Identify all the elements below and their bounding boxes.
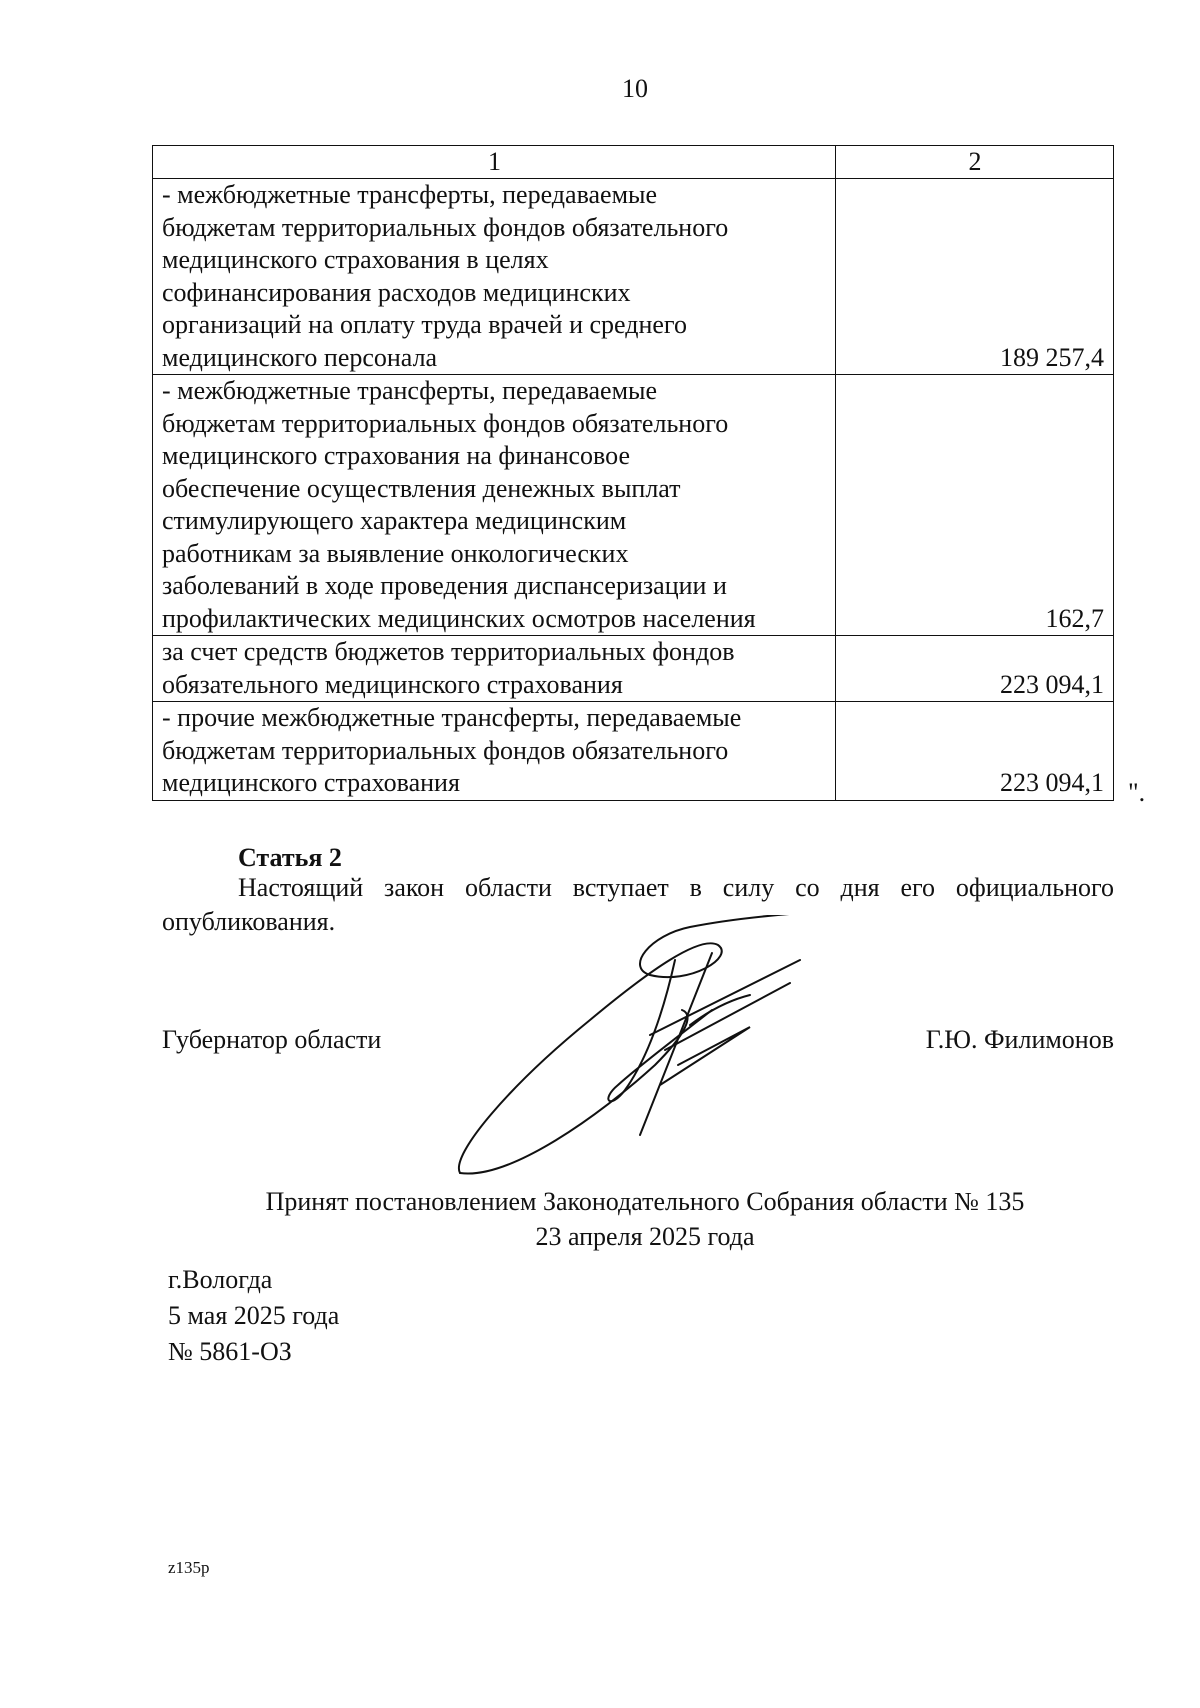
row-description: [153, 375, 836, 636]
adoption-date: 23 апреля 2025 года: [535, 1222, 755, 1251]
row-value: 189 257,4: [836, 179, 1114, 375]
row-value: 223 094,1: [836, 636, 1114, 702]
table-header-col-2: 2: [836, 146, 1114, 179]
row-line: бюджетам территориальных фондов обязательного: [162, 212, 729, 242]
signer-name: Г.Ю. Филимонов: [925, 1025, 1114, 1054]
article-text: Настоящий закон области вступает в силу со дня его официального опубликования.: [162, 873, 1114, 936]
signer-title: Губернатор области: [162, 1025, 382, 1054]
table-row: [153, 702, 1114, 801]
row-line: медицинского персонала: [162, 342, 438, 372]
budget-table: [152, 145, 1114, 801]
row-description: [153, 702, 836, 801]
row-line: обеспечение осуществления денежных выплат: [162, 473, 681, 503]
row-line: - межбюджетные трансферты, передаваемые: [162, 180, 658, 209]
row-line: - межбюджетные трансферты, передаваемые: [162, 376, 658, 405]
row-line: заболеваний в ходе проведения диспансеризации и: [162, 571, 727, 600]
row-line: профилактических медицинских осмотров населения: [162, 603, 756, 633]
row-line: за счет средств бюджетов территориальных фондов: [162, 637, 735, 666]
row-line: бюджетам территориальных фондов обязательного: [162, 408, 729, 438]
row-value: 162,7: [836, 375, 1114, 636]
row-line: медицинского страхования: [162, 768, 460, 797]
table-row: [153, 375, 1114, 636]
adoption-note: [0, 1184, 1200, 1254]
table-header-row: [153, 146, 1114, 179]
handwritten-signature: [450, 915, 970, 1195]
row-description: [153, 179, 836, 375]
closing-quote: ".: [1128, 778, 1146, 807]
row-line: организаций на оплату труда врачей и среднего: [162, 310, 687, 339]
row-value: 223 094,1: [836, 702, 1114, 801]
article-title: Статья 2: [238, 843, 342, 872]
table-row: [153, 636, 1114, 702]
row-line: медицинского страхования в целях: [162, 245, 549, 274]
row-line: обязательного медицинского страхования: [162, 669, 623, 699]
place-date-block: [168, 1262, 339, 1370]
row-line: медицинского страхования на финансовое: [162, 441, 631, 470]
row-description: [153, 636, 836, 702]
page-number: 10: [622, 74, 648, 103]
table-row: [153, 179, 1114, 375]
adoption-line: Принят постановлением Законодательного Собрания области № 135: [265, 1187, 1025, 1216]
city: г.Вологда: [168, 1265, 273, 1294]
law-number: № 5861-ОЗ: [168, 1337, 292, 1366]
table-header-col-1: 1: [153, 146, 836, 179]
row-line: стимулирующего характера медицинским: [162, 506, 627, 535]
row-line: бюджетам территориальных фондов обязательного: [162, 735, 729, 765]
document-code: z135p: [168, 1558, 210, 1577]
signing-date: 5 мая 2025 года: [168, 1301, 340, 1330]
row-line: - прочие межбюджетные трансферты, передаваемые: [162, 703, 742, 732]
row-line: софинансирования расходов медицинских: [162, 277, 631, 307]
row-line: работникам за выявление онкологических: [162, 538, 629, 568]
